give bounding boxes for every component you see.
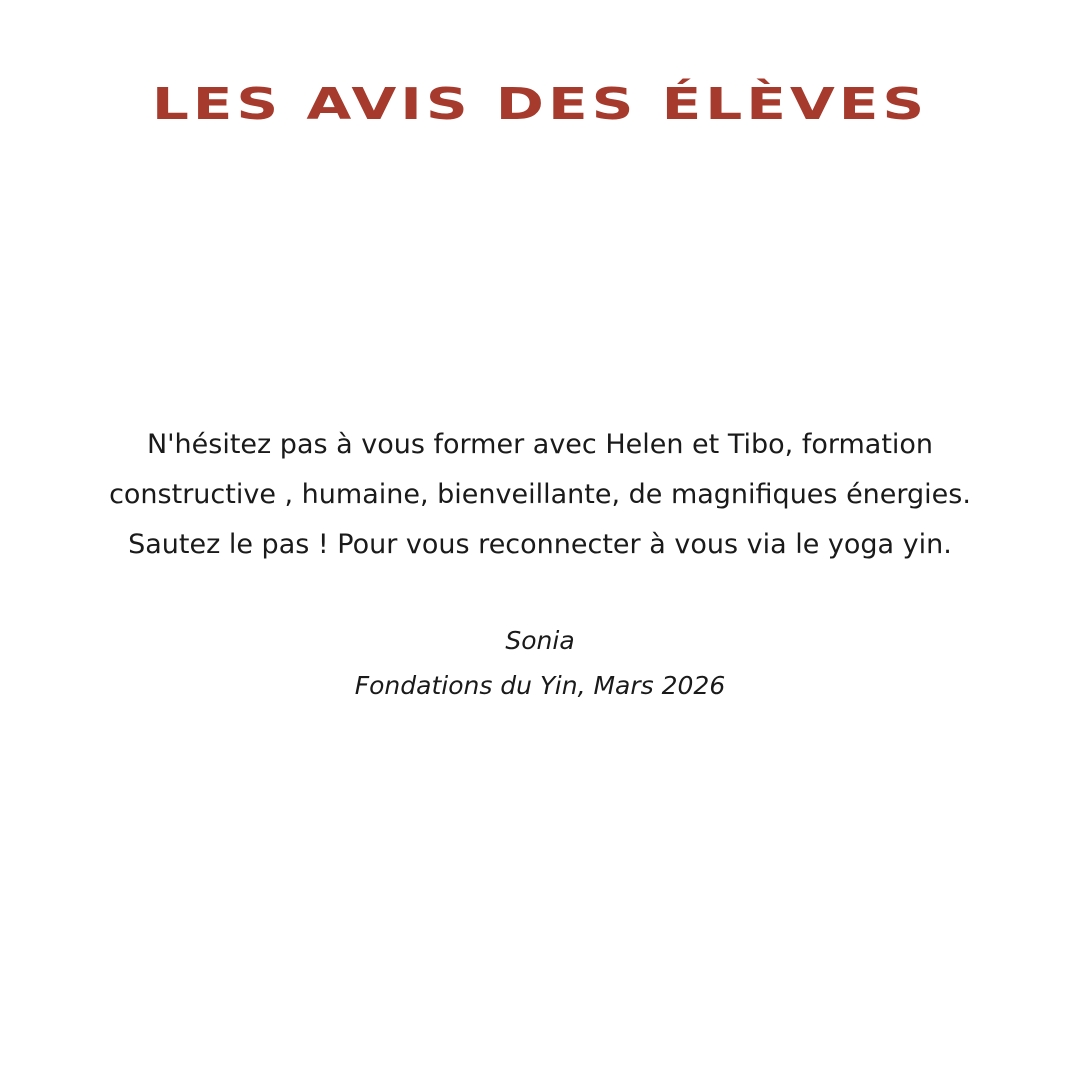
quote-line-1: N'hésitez pas à vous former avec Helen et Tibo, formation: [146, 429, 934, 460]
author-name: Sonia: [505, 626, 575, 655]
testimonial-attribution: [0, 618, 1080, 708]
testimonial-quote: [40, 420, 1040, 570]
quote-line-2: constructive , humaine, bienveillante, de magnifiques énergies.: [109, 479, 971, 510]
quote-line-3: Sautez le pas ! Pour vous reconnecter à vous via le yoga yin.: [128, 529, 952, 560]
page-title: LES AVIS DES ÉLÈVES: [151, 79, 929, 130]
course-name: Fondations du Yin, Mars 2026: [354, 671, 726, 700]
